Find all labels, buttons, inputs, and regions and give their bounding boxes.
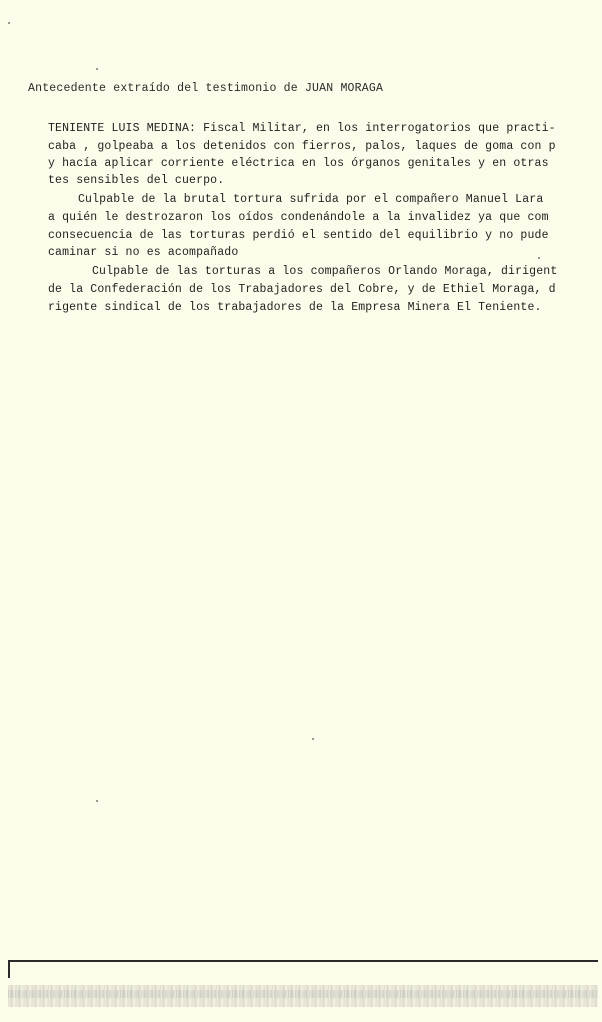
paragraph-line: de la Confederación de los Trabajadores del Cobre, y de Ethiel Moraga, d [48, 283, 556, 296]
scan-speck [96, 68, 98, 70]
paragraph-line: rigente sindical de los trabajadores de la Empresa Minera El Teniente. [48, 301, 542, 314]
paragraph-line: caba , golpeaba a los detenidos con fierros, palos, laques de goma con p [48, 140, 556, 153]
paragraph-line: y hacía aplicar corriente eléctrica en los órganos genitales y en otras [48, 157, 549, 170]
paragraph-line: Culpable de la brutal tortura sufrida por el compañero Manuel Lara [78, 193, 544, 206]
paragraph-line: a quién le destrozaron los oídos condenándole a la invalidez ya que com [48, 211, 549, 224]
paragraph-line: tes sensibles del cuerpo. [48, 174, 225, 187]
scan-noise-band [8, 990, 598, 998]
scan-speck [8, 22, 10, 24]
scan-speck [538, 257, 540, 259]
paragraph-line: TENIENTE LUIS MEDINA: Fiscal Militar, en los interrogatorios que practi- [48, 122, 556, 135]
scan-speck [312, 738, 314, 740]
bottom-rule-edge [8, 960, 10, 978]
scan-speck [96, 800, 98, 802]
bottom-rule [8, 960, 598, 962]
paragraph-line: Culpable de las torturas a los compañeros Orlando Moraga, dirigent [92, 265, 558, 278]
paragraph-line: consecuencia de las torturas perdió el sentido del equilibrio y no pude [48, 229, 549, 242]
paragraph-line: caminar si no es acompañado [48, 246, 239, 259]
document-heading: Antecedente extraído del testimonio de JUAN MORAGA [28, 82, 384, 95]
